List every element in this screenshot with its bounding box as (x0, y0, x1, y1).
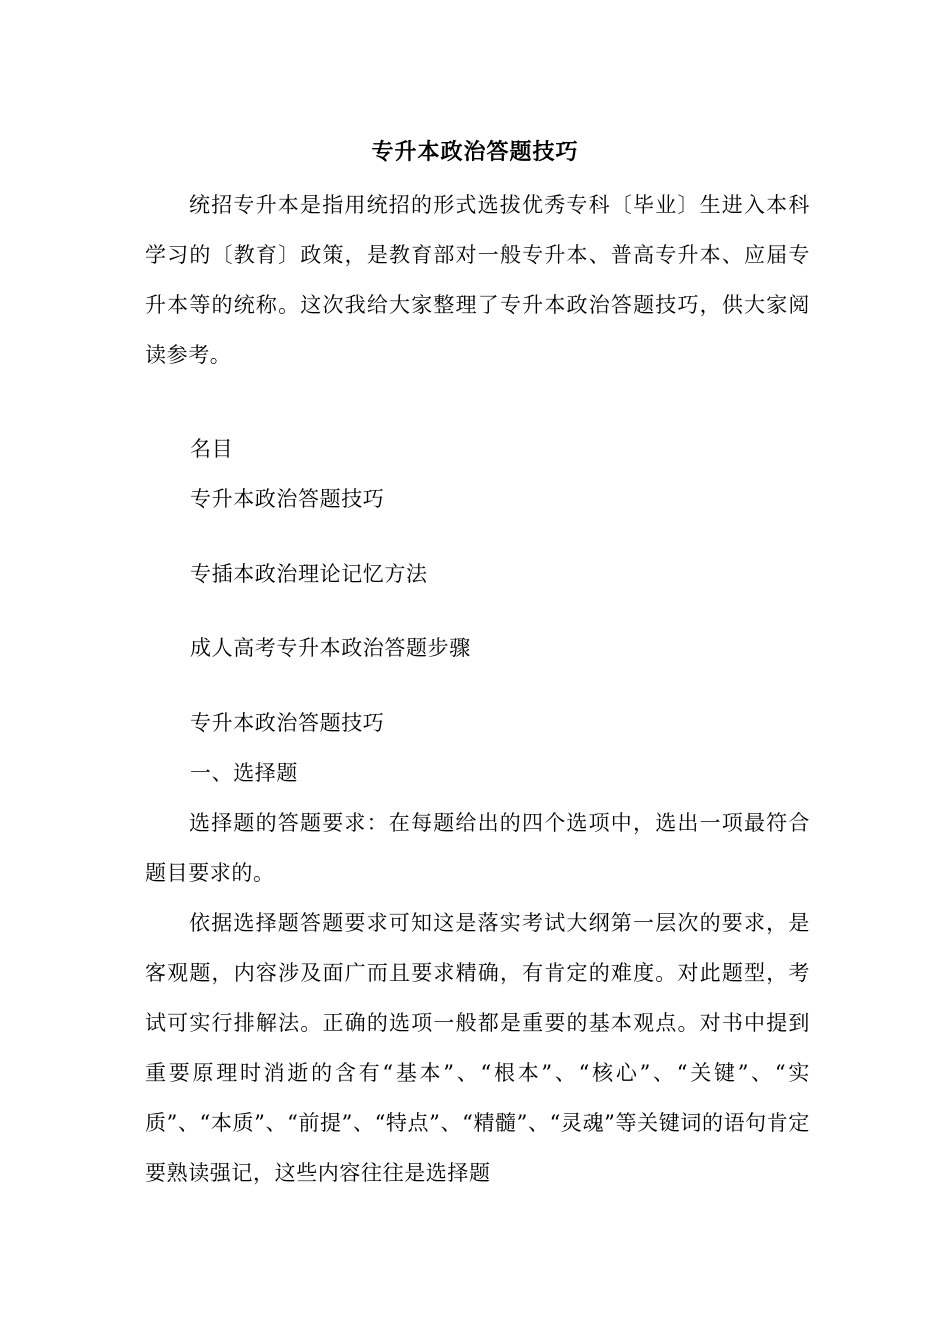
toc-heading: 名目 (190, 437, 234, 461)
document-title: 专升本政治答题技巧 (371, 139, 579, 165)
intro-paragraph: 统招专升本是指用统招的形式选拔优秀专科〔毕业〕生进入本科学习的〔教育〕政策，是教育部对一般专升本、普高专升本、应届专升本等的统称。这次我给大家整理了专升本政治答题技巧，供大家阅读参考。 (145, 193, 810, 367)
section-title: 专升本政治答题技巧 (190, 711, 385, 735)
toc-item[interactable]: 成人高考专升本政治答题步骤 (190, 636, 471, 660)
toc-item[interactable]: 专升本政治答题技巧 (190, 487, 385, 511)
subsection-title: 一、选择题 (190, 761, 298, 785)
body-paragraph: 选择题的答题要求：在每题给出的四个选项中，选出一项最符合题目要求的。 (145, 811, 810, 885)
toc-item[interactable]: 专插本政治理论记忆方法 (190, 562, 428, 586)
body-paragraph: 依据选择题答题要求可知这是落实考试大纲第一层次的要求，是客观题，内容涉及面广而且要求精确，有肯定的难度。对此题型，考试可实行排解法。正确的选项一般都是重要的基本观点。对书中提到重要原理时消逝的含有“基本”、“根本”、“核心”、“关键”、“实质”、“本质”、“前提”、“特点”、“精髓”、“灵魂”等关键词的语句肯定要熟读强记，这些内容往往是选择题 (145, 911, 810, 1185)
